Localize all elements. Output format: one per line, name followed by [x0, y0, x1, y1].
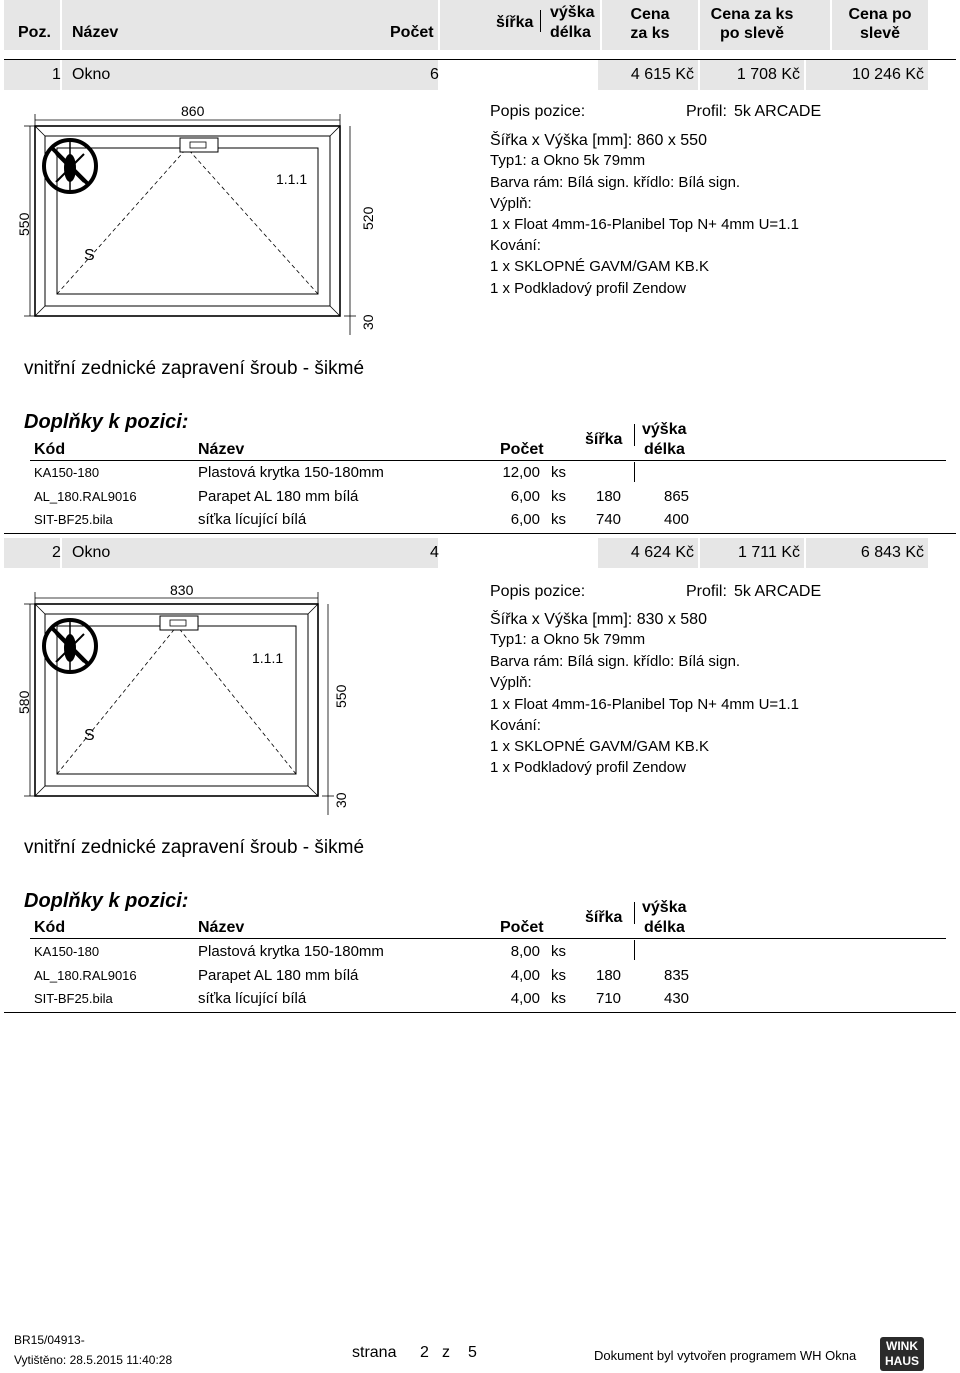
position-count: 4: [430, 544, 439, 561]
acc-cell-pocet: 8,00: [510, 943, 540, 960]
acc-header-delka: délka: [644, 919, 685, 936]
acc-cell-kod: SIT-BF25.bila: [34, 512, 113, 527]
spec-popis: Popis pozice:: [490, 103, 586, 120]
position-price: 4 615 Kč: [630, 66, 694, 83]
acc-header-nazev: Název: [198, 441, 245, 458]
acc-header-vyska: výška: [642, 899, 687, 916]
logo-text-top: WINK: [886, 1339, 918, 1353]
doc-number: BR15/04913-: [14, 1333, 85, 1347]
dim-inner: 550: [333, 684, 349, 708]
spec-kovani-label: Kování:: [490, 717, 541, 734]
header-sirka: šířka: [496, 14, 534, 31]
spec-profil-label: Profil:: [686, 583, 727, 600]
position-price: 4 624 Kč: [630, 544, 694, 561]
acc-header-delka: délka: [644, 441, 685, 458]
position-note: vnitřní zednické zapravení šroub - šikmé: [24, 358, 365, 379]
acc-header-vyska: výška: [642, 421, 687, 438]
position-price-discount: 1 708 Kč: [736, 66, 800, 83]
generated-by: Dokument byl vytvořen programem WH Okna: [594, 1348, 857, 1363]
spec-popis: Popis pozice:: [490, 583, 586, 600]
position-price-discount: 1 711 Kč: [738, 544, 800, 561]
acc-cell-nazev: síťka lícující bílá: [198, 990, 307, 1007]
position-price-total: 6 843 Kč: [860, 544, 924, 561]
header-cena-1: Cena: [630, 6, 670, 23]
acc-header-sirka: šířka: [585, 909, 623, 926]
spec-size: Šířka x Výška [mm]: 860 x 550: [490, 132, 707, 149]
acc-header-divider: [634, 902, 635, 924]
acc-cell-kod: AL_180.RAL9016: [34, 489, 137, 504]
pos-bar-name: [62, 538, 438, 568]
acc-cell-pocet: 6,00: [510, 511, 540, 528]
spec-profil-value: 5k ARCADE: [734, 103, 822, 120]
spec-kovani: 1 x SKLOPNÉ GAVM/GAM KB.K: [490, 738, 709, 755]
dim-height: 580: [16, 690, 32, 714]
position-count: 6: [430, 66, 439, 83]
spec-podklad: 1 x Podkladový profil Zendow: [490, 280, 686, 297]
spec-typ: Typ1: a Okno 5k 79mm: [490, 631, 646, 648]
dim-inner: 520: [360, 206, 376, 230]
accessories-title: Doplňky k pozici:: [24, 411, 189, 433]
page-label: strana: [352, 1344, 397, 1361]
acc-cell-unit: ks: [551, 488, 566, 505]
acc-header-kod: Kód: [34, 919, 66, 936]
acc-cell-vyska: 400: [664, 511, 690, 528]
page-of: z: [442, 1344, 450, 1361]
spec-size: Šířka x Výška [mm]: 830 x 580: [490, 611, 707, 628]
position-number: 2: [52, 544, 61, 561]
position-note: vnitřní zednické zapravení šroub - šikmé: [24, 837, 365, 858]
acc-header-rule: [30, 938, 946, 939]
header-nazev: Název: [72, 24, 119, 41]
acc-header-pocet: Počet: [500, 441, 544, 458]
acc-divider: [634, 940, 635, 960]
acc-cell-vyska: 835: [664, 967, 690, 984]
acc-cell-unit: ks: [551, 967, 566, 984]
acc-cell-unit: ks: [551, 943, 566, 960]
header-cena-po-2: slevě: [859, 25, 901, 42]
spec-vypln: 1 x Float 4mm-16-Planibel Top N+ 4mm U=1.1: [490, 216, 800, 233]
acc-cell-kod: KA150-180: [34, 465, 100, 480]
position-name: Okno: [72, 544, 111, 561]
acc-cell-pocet: 6,00: [510, 488, 540, 505]
window-drawing: [0, 90, 400, 340]
spec-kovani-label: Kování:: [490, 237, 541, 254]
spec-barva: Barva rám: Bílá sign. křídlo: Bílá sign.: [490, 653, 741, 670]
header-vyska: výška: [550, 4, 595, 21]
acc-divider: [634, 462, 635, 482]
header-divider: [540, 10, 541, 32]
spec-kovani: 1 x SKLOPNÉ GAVM/GAM KB.K: [490, 258, 709, 275]
header-cell-nazev: [62, 0, 438, 50]
spec-typ: Typ1: a Okno 5k 79mm: [490, 152, 646, 169]
acc-cell-nazev: Parapet AL 180 mm bílá: [198, 967, 359, 984]
position-name: Okno: [72, 66, 111, 83]
acc-cell-vyska: 430: [664, 990, 690, 1007]
dim-height: 550: [16, 212, 32, 236]
header-cena-po-1: Cena po: [848, 6, 912, 23]
acc-cell-nazev: Plastová krytka 150-180mm: [198, 464, 384, 481]
dim-width: 860: [181, 103, 205, 119]
dim-bottom: 30: [333, 792, 349, 808]
acc-cell-vyska: 865: [664, 488, 690, 505]
position-price-total: 10 246 Kč: [851, 66, 924, 83]
acc-cell-kod: AL_180.RAL9016: [34, 968, 137, 983]
window-tag: 1.1.1: [252, 650, 284, 666]
mosquito-net-icon: [44, 620, 96, 672]
acc-cell-sirka: 710: [596, 990, 622, 1007]
page-current: 2: [420, 1344, 429, 1361]
acc-cell-pocet: 4,00: [510, 967, 540, 984]
spec-barva: Barva rám: Bílá sign. křídlo: Bílá sign.: [490, 174, 741, 191]
acc-cell-sirka: 740: [596, 511, 622, 528]
pos-bar-name: [62, 60, 438, 90]
acc-header-divider: [634, 424, 635, 446]
accessories-title: Doplňky k pozici:: [24, 890, 189, 912]
window-tag: 1.1.1: [276, 171, 308, 187]
acc-cell-unit: ks: [551, 511, 566, 528]
printed-date: Vytištěno: 28.5.2015 11:40:28: [14, 1353, 173, 1367]
acc-header-kod: Kód: [34, 441, 66, 458]
spec-vypln-label: Výplň:: [490, 195, 532, 212]
position-separator: [4, 1012, 956, 1013]
position-separator: [4, 533, 956, 534]
spec-profil-label: Profil:: [686, 103, 727, 120]
acc-cell-nazev: Plastová krytka 150-180mm: [198, 943, 384, 960]
acc-cell-sirka: 180: [596, 967, 622, 984]
acc-header-pocet: Počet: [500, 919, 544, 936]
spec-profil-value: 5k ARCADE: [734, 583, 822, 600]
page-total: 5: [468, 1344, 477, 1361]
acc-cell-nazev: síťka lícující bílá: [198, 511, 307, 528]
acc-cell-unit: ks: [551, 464, 566, 481]
sash-label: S: [84, 247, 95, 264]
acc-header-nazev: Název: [198, 919, 245, 936]
acc-header-sirka: šířka: [585, 431, 623, 448]
spec-vypln: 1 x Float 4mm-16-Planibel Top N+ 4mm U=1.1: [490, 696, 800, 713]
dim-width: 830: [170, 582, 194, 598]
dim-bottom: 30: [360, 314, 376, 330]
mosquito-net-icon: [44, 140, 96, 192]
position-number: 1: [52, 66, 61, 83]
sash-label: S: [84, 727, 95, 744]
acc-cell-nazev: Parapet AL 180 mm bílá: [198, 488, 359, 505]
spec-podklad: 1 x Podkladový profil Zendow: [490, 759, 686, 776]
acc-cell-sirka: 180: [596, 488, 622, 505]
acc-cell-kod: KA150-180: [34, 944, 100, 959]
acc-cell-unit: ks: [551, 990, 566, 1007]
header-cena-sleva-2: po slevě: [719, 25, 785, 42]
header-pocet: Počet: [390, 24, 434, 41]
logo-text-bottom: HAUS: [884, 1354, 919, 1368]
acc-cell-pocet: 12,00: [502, 464, 540, 481]
header-delka: délka: [550, 24, 591, 41]
acc-cell-kod: SIT-BF25.bila: [34, 991, 113, 1006]
acc-cell-pocet: 4,00: [510, 990, 540, 1007]
header-poz: Poz.: [18, 24, 51, 41]
header-cena-sleva-1: Cena za ks: [710, 6, 794, 23]
winkhaus-logo: [880, 1337, 924, 1371]
spec-vypln-label: Výplň:: [490, 674, 532, 691]
header-cena-2: za ks: [630, 25, 670, 42]
acc-header-rule: [30, 460, 946, 461]
